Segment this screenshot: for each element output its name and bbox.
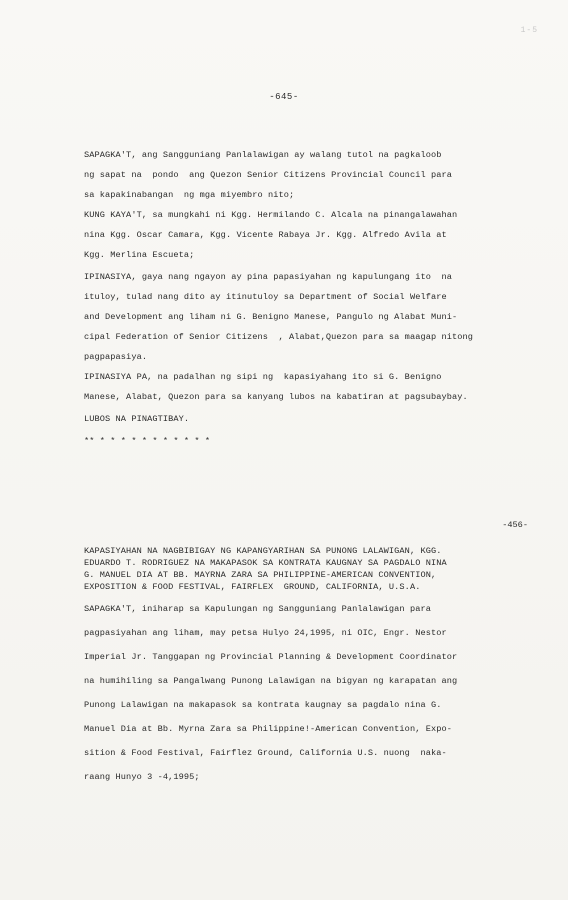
text-line: Kgg. Merlina Escueta;: [84, 250, 195, 260]
text-line: nina Kgg. Oscar Camara, Kgg. Vicente Rabaya Jr. Kgg. Alfredo Avila at: [84, 230, 447, 240]
text-line: Punong Lalawigan na makapasok sa kontrata kaugnay sa pagdalo nina G.: [84, 700, 442, 710]
text-line: IPINASIYA, gaya nang ngayon ay pina papasiyahan ng kapulungang ito na: [84, 272, 452, 282]
text-line: raang Hunyo 3 -4,1995;: [84, 772, 200, 782]
text-line: pagpasiyahan ang liham, may petsa Hulyo 24,1995, ni OIC, Engr. Nestor: [84, 628, 447, 638]
text-line: IPINASIYA PA, na padalhan ng sipi ng kapasiyahang ito si G. Benigno: [84, 372, 442, 382]
resolution-number: -456-: [502, 520, 528, 530]
section-1: [84, 150, 530, 446]
text-line: Manese, Alabat, Quezon para sa kanyang lubos na kabatiran at pagsubaybay.: [84, 392, 468, 402]
section-2: [84, 604, 530, 782]
title-line: G. MANUEL DIA AT BB. MAYRNA ZARA SA PHILIPPINE-AMERICAN CONVENTION,: [84, 570, 437, 580]
text-line: ituloy, tulad nang dito ay itinutuloy sa Department of Social Welfare: [84, 292, 447, 302]
text-line: sa kapakinabangan ng mga miyembro nito;: [84, 190, 295, 200]
text-line: SAPAGKA'T, ang Sangguniang Panlalawigan ay walang tutol na pagkaloob: [84, 150, 442, 160]
text-line: pagpapasiya.: [84, 352, 148, 362]
separator-stars: ** * * * * * * * * * * *: [84, 436, 211, 446]
text-line: LUBOS NA PINAGTIBAY.: [84, 414, 190, 424]
text-line: sition & Food Festival, Fairflez Ground, California U.S. nuong naka-: [84, 748, 447, 758]
text-line: Manuel Dia at Bb. Myrna Zara sa Philippine!-American Convention, Expo-: [84, 724, 452, 734]
title-line: EDUARDO T. RODRIGUEZ NA MAKAPASOK SA KONTRATA KAUGNAY SA PAGDALO NINA: [84, 558, 447, 568]
page-number: -645-: [269, 92, 299, 102]
text-line: SAPAGKA'T, iniharap sa Kapulungan ng Sangguniang Panlalawigan para: [84, 604, 431, 614]
text-line: Imperial Jr. Tanggapan ng Provincial Planning & Development Coordinator: [84, 652, 458, 662]
text-line: KUNG KAYA'T, sa mungkahi ni Kgg. Hermilando C. Alcala na pinangalawahan: [84, 210, 458, 220]
title-line: EXPOSITION & FOOD FESTIVAL, FAIRFLEX GROUND, CALIFORNIA, U.S.A.: [84, 582, 421, 592]
text-line: and Development ang liham ni G. Benigno Manese, Pangulo ng Alabat Muni-: [84, 312, 458, 322]
corner-mark: 1-5: [520, 26, 538, 35]
text-line: na humihiling sa Pangalwang Punong Lalawigan na bigyan ng karapatan ang: [84, 676, 458, 686]
title-line: KAPASIYAHAN NA NAGBIBIGAY NG KAPANGYARIHAN SA PUNONG LALAWIGAN, KGG.: [84, 546, 442, 556]
resolution-title: [84, 546, 530, 606]
text-line: ng sapat na pondo ang Quezon Senior Citizens Provincial Council para: [84, 170, 452, 180]
text-line: cipal Federation of Senior Citizens , Alabat,Quezon para sa maagap nitong: [84, 332, 474, 342]
